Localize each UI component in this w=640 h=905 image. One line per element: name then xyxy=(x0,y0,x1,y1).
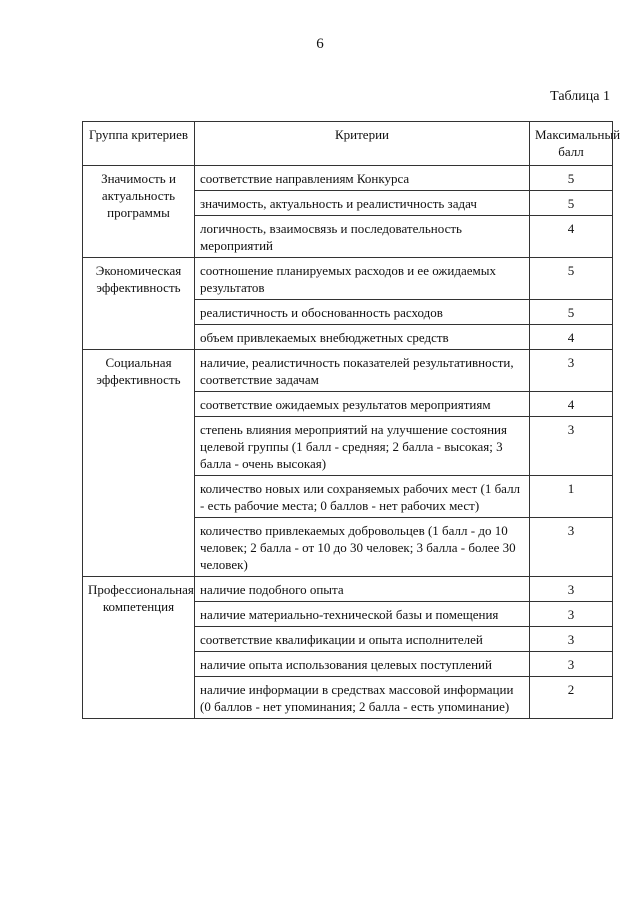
criterion-cell: наличие опыта использования целевых поступлений xyxy=(195,652,530,677)
score-cell: 5 xyxy=(530,191,613,216)
score-cell: 4 xyxy=(530,216,613,258)
score-cell: 1 xyxy=(530,476,613,518)
group-cell: Значимость и актуальность программы xyxy=(83,166,195,258)
group-cell: Социальная эффективность xyxy=(83,350,195,577)
header-criteria: Критерии xyxy=(195,122,530,166)
table-row xyxy=(83,166,613,191)
table-row xyxy=(83,258,613,300)
criterion-cell: реалистичность и обоснованность расходов xyxy=(195,300,530,325)
criterion-cell: значимость, актуальность и реалистичность задач xyxy=(195,191,530,216)
score-cell: 3 xyxy=(530,350,613,392)
score-cell: 3 xyxy=(530,652,613,677)
table-caption: Таблица 1 xyxy=(550,89,610,104)
criterion-cell: объем привлекаемых внебюджетных средств xyxy=(195,325,530,350)
criterion-cell: наличие подобного опыта xyxy=(195,577,530,602)
score-cell: 3 xyxy=(530,417,613,476)
criterion-cell: степень влияния мероприятий на улучшение состояния целевой группы (1 балл - средняя; 2 балла - высокая; 3 балла - очень высокая) xyxy=(195,417,530,476)
score-cell: 3 xyxy=(530,602,613,627)
group-cell: Профессиональная компетенция xyxy=(83,577,195,719)
score-cell: 5 xyxy=(530,166,613,191)
criterion-cell: количество привлекаемых добровольцев (1 балл - до 10 человек; 2 балла - от 10 до 30 человек; 3 балла - более 30 человек) xyxy=(195,518,530,577)
score-cell: 3 xyxy=(530,518,613,577)
criterion-cell: наличие, реалистичность показателей результативности, соответствие задачам xyxy=(195,350,530,392)
table-row xyxy=(83,577,613,602)
criterion-cell: соответствие квалификации и опыта исполнителей xyxy=(195,627,530,652)
score-cell: 4 xyxy=(530,325,613,350)
header-max-score: Максимальный балл xyxy=(530,122,613,166)
score-cell: 5 xyxy=(530,300,613,325)
table-header-row xyxy=(83,122,613,166)
criterion-cell: логичность, взаимосвязь и последовательность мероприятий xyxy=(195,216,530,258)
score-cell: 3 xyxy=(530,627,613,652)
score-cell: 2 xyxy=(530,677,613,719)
page-number: 6 xyxy=(316,36,324,52)
header-group: Группа критериев xyxy=(83,122,195,166)
criterion-cell: соответствие ожидаемых результатов мероприятиям xyxy=(195,392,530,417)
score-cell: 4 xyxy=(530,392,613,417)
score-cell: 3 xyxy=(530,577,613,602)
criterion-cell: количество новых или сохраняемых рабочих мест (1 балл - есть рабочие места; 0 баллов - нет рабочих мест) xyxy=(195,476,530,518)
group-cell: Экономическая эффективность xyxy=(83,258,195,350)
score-cell: 5 xyxy=(530,258,613,300)
criterion-cell: соответствие направлениям Конкурса xyxy=(195,166,530,191)
criterion-cell: наличие информации в средствах массовой информации (0 баллов - нет упоминания; 2 балла - есть упоминание) xyxy=(195,677,530,719)
table-row xyxy=(83,350,613,392)
criteria-table xyxy=(82,121,621,719)
criterion-cell: соотношение планируемых расходов и ее ожидаемых результатов xyxy=(195,258,530,300)
criterion-cell: наличие материально-технической базы и помещения xyxy=(195,602,530,627)
